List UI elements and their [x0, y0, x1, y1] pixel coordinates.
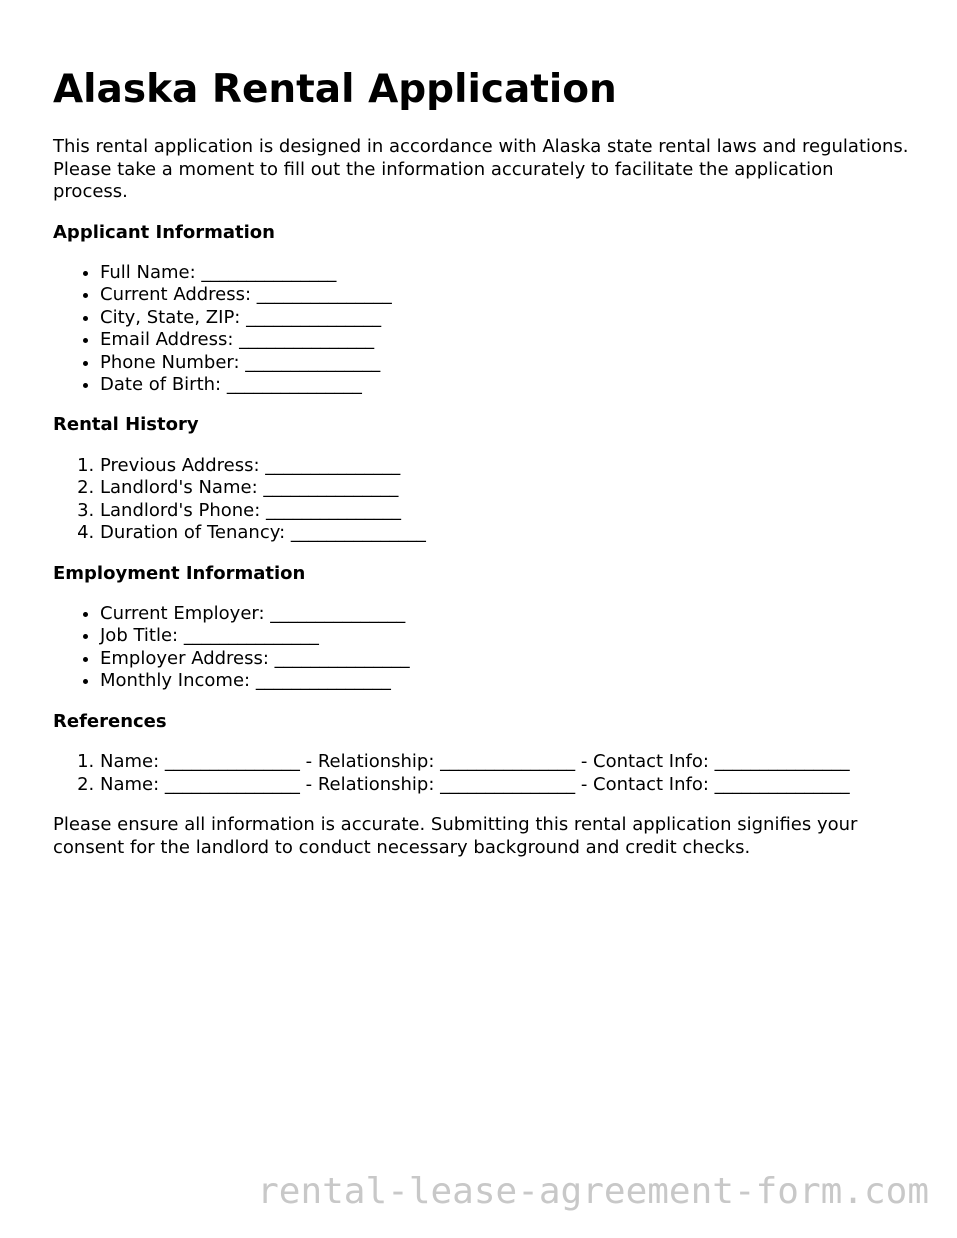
document-page [53, 62, 913, 859]
applicant-list [53, 262, 913, 396]
employment-monthly-income: • Monthly Income: _______________ [100, 670, 913, 692]
applicant-heading: Applicant Information [53, 221, 275, 243]
rental-history-landlord-phone: 3. Landlord's Phone: _______________ [100, 500, 913, 522]
employment-list [53, 603, 913, 693]
references-list [53, 751, 913, 796]
rental-history-previous-address: 1. Previous Address: _______________ [100, 455, 913, 477]
rental-history-heading: Rental History [53, 414, 199, 436]
references-heading: References [53, 710, 167, 732]
applicant-city-state-zip: • City, State, ZIP: _______________ [100, 307, 913, 329]
watermark: rental-lease-agreement-form.com [257, 1171, 929, 1212]
rental-history-duration: 4. Duration of Tenancy: _______________ [100, 522, 913, 544]
employment-job-title: • Job Title: _______________ [100, 625, 913, 647]
employment-employer-address: • Employer Address: _______________ [100, 648, 913, 670]
reference-item: 2. Name: _______________ - Relationship: _______________ - Contact Info: _______________ [100, 774, 913, 796]
applicant-email: • Email Address: _______________ [100, 329, 913, 351]
applicant-full-name: • Full Name: _______________ [100, 262, 913, 284]
page-title: Alaska Rental Application [53, 67, 617, 112]
employment-current-employer: • Current Employer: _______________ [100, 603, 913, 625]
applicant-current-address: • Current Address: _______________ [100, 284, 913, 306]
rental-history-landlord-name: 2. Landlord's Name: _______________ [100, 477, 913, 499]
applicant-dob: • Date of Birth: _______________ [100, 374, 913, 396]
employment-heading: Employment Information [53, 562, 306, 584]
intro-paragraph: This rental application is designed in accordance with Alaska state rental laws and regulations. Please take a moment to fill out the information accurately to facilitate the application process. [53, 136, 909, 202]
reference-item: 1. Name: _______________ - Relationship: _______________ - Contact Info: _______________ [100, 751, 913, 773]
closing-paragraph: Please ensure all information is accurate. Submitting this rental application signifies your consent for the landlord to conduct necessary background and credit checks. [53, 814, 858, 858]
rental-history-list [53, 455, 913, 545]
applicant-phone: • Phone Number: _______________ [100, 352, 913, 374]
